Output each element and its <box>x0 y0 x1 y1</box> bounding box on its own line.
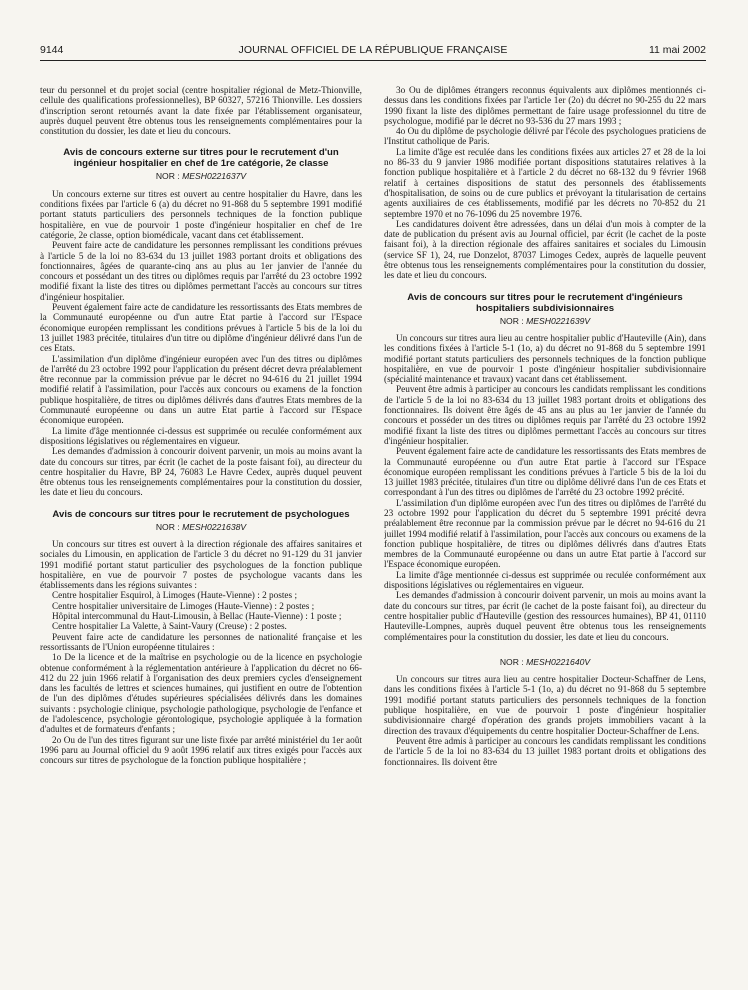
paragraph: La limite d'âge mentionnée ci-dessus est supprimée ou reculée conformément aux dispositions législatives ou réglementaires en vigueur. <box>40 426 362 447</box>
paragraph: Les candidatures doivent être adressées, dans un délai d'un mois à compter de la date de publication du présent avis au Journal officiel, par écrit (le cachet de la poste faisant foi), à la direction régionale des affaires sanitaires et sociales du Limousin (service SF 1), 24, rue Donzelot, 87037 Limoges Cedex, auprès de laquelle peuvent être obtenus tous les renseignements complémentaires pour la constitution du dossier, les date et lieu du concours. <box>384 219 706 282</box>
paragraph: Centre hospitalier Esquirol, à Limoges (Haute-Vienne) : 2 postes ; <box>52 591 298 602</box>
paragraph: Peuvent faire acte de candidature les personnes remplissant les conditions prévues à l'article 5 de la loi no 83-634 du 13 juillet 1983 portant droits et obligations des fonctionnaires, âgées de quarante-cinq ans au plus au 1er janvier de l'année du concours et possédant un des titres ou diplômes requis par l'arrêté du 23 octobre 1992 modifié fixant la liste des titres ou diplômes permettant l'accès au concours sur titres d'ingénieur hospitalier. <box>40 241 362 303</box>
issue-date: 11 mai 2002 <box>648 44 706 56</box>
paragraph: Centre hospitalier La Valette, à Saint-Vaury (Creuse) : 2 postes. <box>52 622 287 633</box>
paragraph: 2o Ou de l'un des titres figurant sur une liste fixée par arrêté ministériel du 1er août 1996 paru au Journal officiel du 9 août 1996 relatif aux titres exigés pour l'accès aux concours sur titres de psychologue de la fonction publique hospitalière ; <box>40 735 362 767</box>
paragraph: 1o De la licence et de la maîtrise en psychologie ou de la licence en psychologie obtenue conformément à la réglementation antérieure à l'application du décret no 66-412 du 22 juin 1966 relatif à l'organisation des deux premiers cycles d'enseignement dans les facultés de lettres et sciences humaines, qui justifient en outre de l'obtention de l'un des diplômes d'études supérieures spécialisées délivrés dans les domaines suivants : psychologie clinique, psychologie pathologique, psychologie de l'enfance et de l'adolescence, psychologie gérontologique, psychologie appliquée à la formation d'adultes et de formateurs d'enfants ; <box>40 653 362 736</box>
paragraph: Peuvent être admis à participer au concours les candidats remplissant les conditions de l'article 5 de la loi no 83-634 du 13 juillet 1983 portant droits et obligations des fonctionnaires. Ils doivent être <box>384 736 706 768</box>
header-rule <box>40 60 706 61</box>
paragraph: Peuvent faire acte de candidature les personnes de nationalité française et les ressortissants de l'Union européenne titulaires : <box>40 632 362 653</box>
paragraph: 4o Ou du diplôme de psychologie délivré par l'école des psychologues praticiens de l'Institut catholique de Paris. <box>384 127 706 148</box>
nor-reference <box>384 657 706 667</box>
journal-title: JOURNAL OFFICIEL DE LA RÉPUBLIQUE FRANÇAISE <box>238 44 508 56</box>
paragraph: L'assimilation d'un diplôme d'ingénieur européen avec l'un des titres ou diplômes de l'arrêté du 23 octobre 1992 pour l'application du présent décret devra préalablement être reconnue par la commission prévue par le décret no 94-616 du 21 juillet 1994 modifié relatif à l'assimilation, pour l'accès aux concours ou examens de la fonction publique hospitalière, de titres ou diplômes délivrés dans d'autres Etats membres de la Communauté européenne ou dans un autre Etat partie à l'accord sur l'Espace économique européen. <box>40 354 362 427</box>
nor-label: NOR : <box>155 521 180 532</box>
section-title-ingenieurs-subdivisionnaires: Avis de concours sur titres pour le recrutement d'ingénieurs hospitaliers subdivisionnaires <box>407 291 683 314</box>
paragraph: Centre hospitalier universitaire de Limoges (Haute-Vienne) : 2 postes ; <box>52 601 315 612</box>
paragraph: Un concours sur titres aura lieu au centre hospitalier public d'Hauteville (Ain), dans les conditions fixées à l'article 5-1 (1o, a) du décret no 91-868 du 5 septembre 1991 modifié portant statuts particuliers des personnels techniques de la fonction publique hospitalière, en vue de pourvoir 1 poste d'ingénieur hospitalier subdivisionnaire (spécialité maintenance et travaux) vacant dans cet établissement. <box>384 333 706 386</box>
paragraph: L'assimilation d'un diplôme européen avec l'un des titres ou diplômes de l'arrêté du 23 octobre 1992 pour l'application du décret du 5 septembre 1991 précité devra préalablement être reconnue par la commission prévue par le décret no 94-616 du 21 juillet 1994 modifié relatif à l'assimilation, pour l'accès aux concours ou examens de la fonction publique hospitalière, de titres ou diplômes délivrés dans d'autres Etats membres de la Communauté européenne ou dans un autre Etat partie à l'accord sur l'Espace économique européen. <box>384 498 706 571</box>
paragraph: Un concours externe sur titres est ouvert au centre hospitalier du Havre, dans les conditions fixées par l'article 6 (a) du décret no 91-868 du 5 septembre 1991 modifié portant statuts particuliers des personnels techniques de la fonction publique hospitalière, en vue de pourvoir 1 poste d'ingénieur hospitalier en chef de 1re catégorie, 2e classe, option biomédicale, vacant dans cet établissement. <box>40 189 362 241</box>
paragraph: Les demandes d'admission à concourir doivent parvenir, un mois au moins avant la date du concours sur titres, par écrit (le cachet de la poste faisant foi), au directeur du centre hospitalier public d'Hauteville (gestion des ressources humaines), BP 41, 01110 Hauteville-Lompnes, auprès duquel peuvent être obtenus tous les renseignements complémentaires pour la constitution du dossier, les date et lieu du concours. <box>384 591 706 643</box>
paragraph: La limite d'âge est reculée dans les conditions fixées aux articles 27 et 28 de la loi no 86-33 du 9 janvier 1986 modifiée portant dispositions statutaires relatives à la fonction publique hospitalière et à l'article 2 du décret no 68-132 du 9 février 1968 relatif à certaines dispositions de statut des personnels des établissements d'hospitalisation, de soins ou de cure publics et prévoyant la titularisation de certains agents auxiliaires de ces établissements, modifié par les décrets no 70-852 du 21 septembre 1970 et no 76-1096 du 25 novembre 1976. <box>384 147 706 220</box>
nor-code: MESH0221639V <box>526 315 591 326</box>
page-number: 9144 <box>40 44 64 56</box>
section-title-psychologues: Avis de concours sur titres pour le recrutement de psychologues <box>52 508 350 520</box>
paragraph: 3o Ou de diplômes étrangers reconnus équivalents aux diplômes mentionnés ci-dessus dans les conditions fixées par l'article 1er (2o) du décret no 90-255 du 22 mars 1990 fixant la liste des diplômes permettant de faire usage professionnel du titre de psychologue, modifié par le décret no 93-536 du 27 mars 1993 ; <box>384 86 706 127</box>
section-title-ingenieur-en-chef: Avis de concours externe sur titres pour le recrutement d'un ingénieur hospitalier en chef de 1re catégorie, 2e classe <box>63 147 339 170</box>
nor-reference <box>40 522 362 532</box>
paragraph: Peuvent être admis à participer au concours les candidats remplissant les conditions de l'article 5 de la loi no 83-634 du 13 juillet 1983 portant droits et obligations des fonctionnaires. Ils doivent être âgés de 45 ans au plus au 1er janvier de l'année du concours et posséder un des titres ou diplômes requis par l'arrêté du 23 octobre 1992 modifié fixant la liste des titres ou diplômes permettant l'accès au concours sur titres d'ingénieur hospitalier. <box>384 385 706 447</box>
nor-label: NOR : <box>499 656 524 667</box>
page-header <box>40 44 706 58</box>
nor-reference <box>40 171 362 181</box>
nor-code: MESH0221640V <box>526 656 591 667</box>
paragraph: La limite d'âge mentionnée ci-dessus est supprimée ou reculée conformément aux dispositions législatives ou réglementaires en vigueur. <box>384 570 706 592</box>
nor-label: NOR : <box>155 171 180 182</box>
nor-label: NOR : <box>499 315 524 326</box>
paragraph: Un concours sur titres aura lieu au centre hospitalier Docteur-Schaffner de Lens, dans les conditions fixées à l'article 5-1 (1o, a) du décret no 91-868 du 5 septembre 1991 modifié portant statuts particuliers des personnels techniques de la fonction publique hospitalière, en vue de pourvoir 1 poste d'ingénieur hospitalier subdivisionnaire chargé d'opération des grands projets immobiliers vacant à la direction des travaux d'équipements du centre hospitalier Docteur-Schaffner de Lens. <box>384 675 706 737</box>
nor-reference <box>384 316 706 326</box>
left-column <box>40 86 362 976</box>
paragraph: Les demandes d'admission à concourir doivent parvenir, un mois au moins avant la date du concours sur titres, par écrit (le cachet de la poste faisant foi), au directeur du centre hospitalier du Havre, BP 24, 76083 Le Havre Cedex, auprès duquel peuvent être obtenus tous les renseignements complémentaires pour la constitution du dossier, les date et lieu du concours. <box>40 447 362 499</box>
nor-code: MESH0221638V <box>182 521 247 532</box>
paragraph: Hôpital intercommunal du Haut-Limousin, à Bellac (Haute-Vienne) : 1 poste ; <box>52 612 342 623</box>
paragraph: teur du personnel et du projet social (centre hospitalier régional de Metz-Thionville, cellule des qualifications professionnelles), BP 60327, 57216 Thionville. Les dossiers d'inscription seront retournés avant la date fixée par l'établissement organisateur, auprès duquel peuvent être obtenus tous les renseignements complémentaires pour la constitution du dossier, les date et lieu du concours. <box>40 86 362 138</box>
paragraph: Peuvent également faire acte de candidature les ressortissants des Etats membres de la Communauté européenne ou d'un autre Etat partie à l'accord sur l'Espace économique européen remplissant les conditions prévues à l'article 5 bis de la loi du 13 juillet 1983 précitée, titulaires d'un titre ou diplôme d'ingénieur délivré dans l'un de ces Etats. <box>40 303 362 355</box>
paragraph: Peuvent également faire acte de candidature les ressortissants des Etats membres de la Communauté européenne ou d'un autre Etat partie à l'accord sur l'Espace économique européen remplissant les conditions prévues à l'article 5 bis de la loi du 13 juillet 1983 précitée, titulaires d'un titre ou diplôme délivré dans l'un de ces Etats et correspondant à l'un des titres ou diplômes de l'arrêté du 23 octobre 1992 précité. <box>384 447 706 499</box>
nor-code: MESH0221637V <box>182 171 247 182</box>
right-column <box>384 86 706 976</box>
paragraph: Un concours sur titres est ouvert à la direction régionale des affaires sanitaires et sociales du Limousin, en application de l'article 3 du décret no 91-129 du 31 janvier 1991 modifié portant statut particulier des psychologues de la fonction publique hospitalière, en vue de pourvoir 7 postes de psychologue vacants dans les établissements dans les régions suivantes : <box>40 539 362 592</box>
